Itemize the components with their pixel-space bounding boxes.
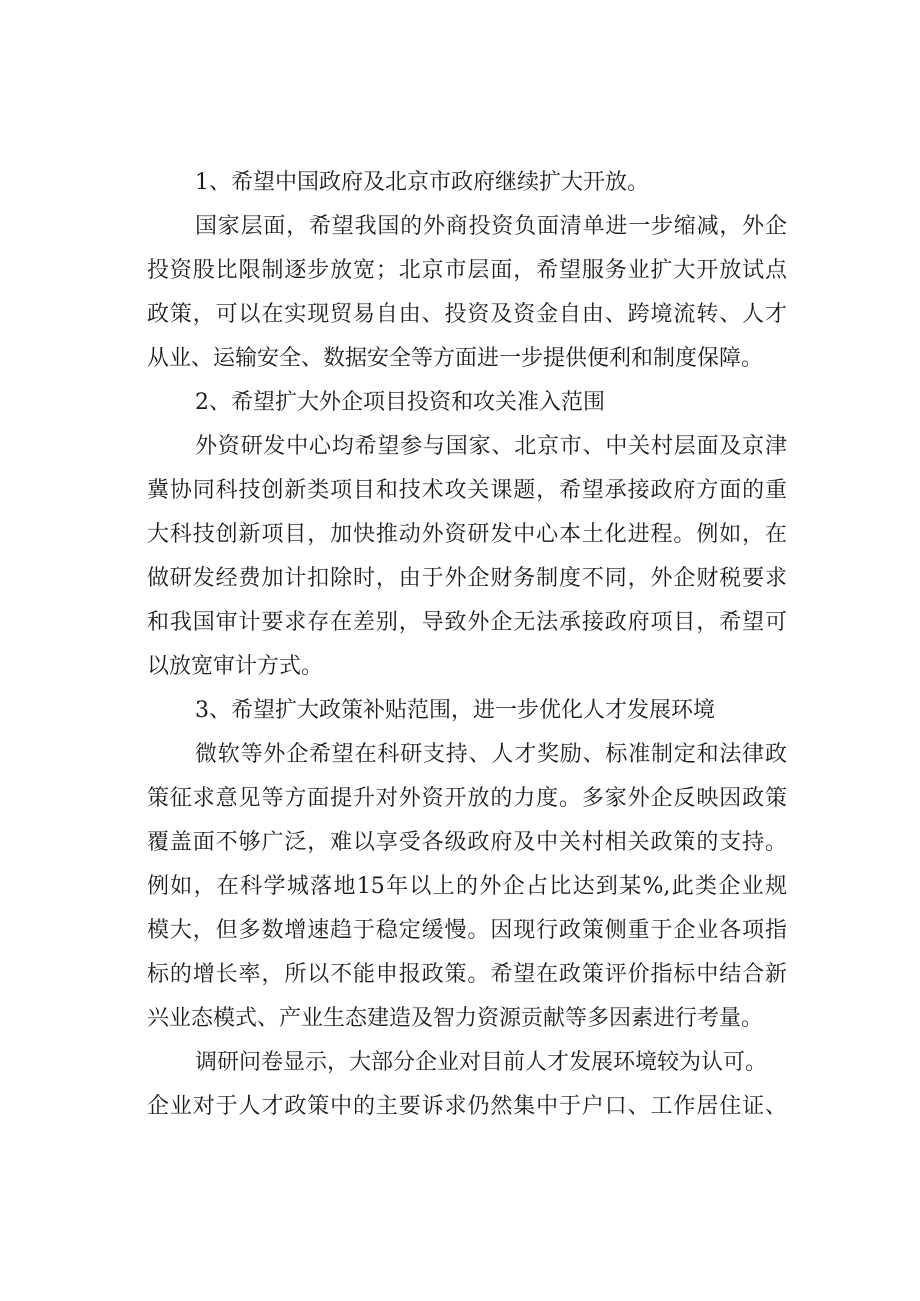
paragraph-line: 覆盖面不够广泛，难以享受各级政府及中关村相关政策的支持。: [147, 830, 787, 855]
paragraph-line: 国家层面，希望我国的外商投资负面清单进一步缩减，外企: [195, 214, 787, 239]
paragraph-line: 外资研发中心均希望参与国家、北京市、中关村层面及京津: [195, 434, 787, 459]
paragraph-line: 标的增长率，所以不能申报政策。希望在政策评价指标中结合新: [147, 962, 787, 987]
paragraph-line: 调研问卷显示，大部分企业对目前人才发展环境较为认可。: [195, 1050, 768, 1075]
paragraph-line: 从业、运输安全、数据安全等方面进一步提供便利和制度保障。: [147, 346, 764, 371]
paragraph-line: 策征求意见等方面提升对外资开放的力度。多家外企反映因政策: [147, 786, 787, 811]
paragraph-line: 企业对于人才政策中的主要诉求仍然集中于户口、工作居住证、: [147, 1094, 787, 1119]
paragraph-line: 以放宽审计方式。: [147, 654, 324, 679]
paragraph-line: 大科技创新项目，加快推动外资研发中心本土化进程。例如，在: [147, 522, 787, 547]
paragraph-line: 做研发经费加计扣除时，由于外企财务制度不同，外企财税要求: [147, 566, 787, 591]
paragraph-line: 兴业态模式、产业生态建造及智力资源贡献等多因素进行考量。: [147, 1006, 764, 1031]
paragraph-line: 模大，但多数增速趋于稳定缓慢。因现行政策侧重于企业各项指: [147, 918, 787, 943]
paragraph-line: 冀协同科技创新类项目和技术攻关课题，希望承接政府方面的重: [147, 478, 787, 503]
paragraph-line: 例如，在科学城落地15年以上的外企占比达到某%,此类企业规: [147, 874, 787, 899]
heading-3: 3、希望扩大政策补贴范围，进一步优化人才发展环境: [195, 698, 715, 723]
heading-1: 1、希望中国政府及北京市政府继续扩大开放。: [195, 170, 649, 195]
paragraph-line: 微软等外企希望在科研支持、人才奖励、标准制定和法律政: [195, 742, 787, 767]
paragraph-line: 政策，可以在实现贸易自由、投资及资金自由、跨境流转、人才: [147, 302, 787, 327]
heading-2: 2、希望扩大外企项目投资和攻关准入范围: [195, 390, 605, 415]
paragraph-line: 投资股比限制逐步放宽；北京市层面，希望服务业扩大开放试点: [147, 258, 787, 283]
paragraph-line: 和我国审计要求存在差别，导致外企无法承接政府项目，希望可: [147, 610, 787, 635]
